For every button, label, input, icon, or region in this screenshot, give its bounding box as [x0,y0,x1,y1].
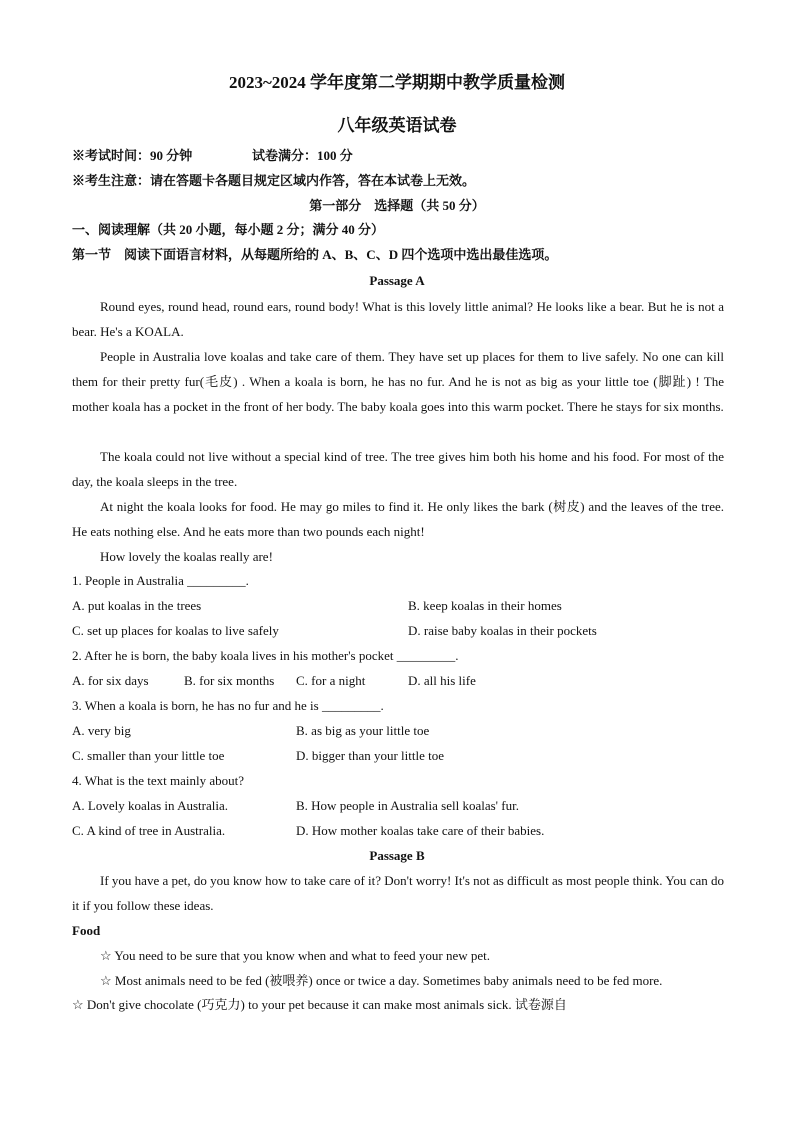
passage-a-paragraph: How lovely the koalas really are! [100,549,273,564]
question-stem: 1. People in Australia _________. [72,573,249,588]
passage-b-intro: If you have a pet, do you know how to take care of it? Don't worry! It's not as difficult as most people think. You can do it if you follow these ideas. [72,873,724,913]
question-option: B. keep koalas in their homes [408,598,562,613]
question-option: D. How mother koalas take care of their babies. [296,823,545,838]
passage-b-title: Passage B [369,848,425,863]
question-option: C. smaller than your little toe [72,748,225,763]
passage-a-paragraph: The koala could not live without a special kind of tree. The tree gives him both his home and his food. For most of the day, the koala sleeps in the tree. [72,449,724,489]
tip-item: ☆ You need to be sure that you know when and what to feed your new pet. [100,948,491,963]
question-option: B. How people in Australia sell koalas' fur. [296,798,519,813]
section-heading: 一、阅读理解（共 20 小题，每小题 2 分；满分 40 分） [72,222,385,237]
question-stem: 2. After he is born, the baby koala lives in his mother's pocket _________. [72,648,459,663]
section-instruction: 第一节 阅读下面语言材料，从每题所给的 A、B、C、D 四个选项中选出最佳选项。 [72,247,558,262]
question-option: C. A kind of tree in Australia. [72,823,226,838]
question-option: A. Lovely koalas in Australia. [72,798,228,813]
question-option: C. set up places for koalas to live safely [72,623,279,638]
exam-title: 2023~2024 学年度第二学期期中教学质量检测 [228,73,566,92]
question-option: D. raise baby koalas in their pockets [408,623,597,638]
question-stem: 4. What is the text mainly about? [72,773,244,788]
question-option: A. very big [72,723,131,738]
question-option: D. all his life [408,673,476,688]
food-heading: Food [72,923,101,938]
question-option: A. for six days [72,673,149,688]
exam-time: ※考试时间：90 分钟 [72,148,193,163]
exam-notice: ※考生注意：请在答题卡各题目规定区域内作答，答在本试卷上无效。 [72,173,476,188]
question-option: B. for six months [184,673,275,688]
exam-score: 试卷满分：100 分 [252,148,353,163]
question-option: B. as big as your little toe [296,723,430,738]
exam-subtitle: 八年级英语试卷 [337,116,457,135]
part-one-heading: 第一部分 选择题（共 50 分） [309,198,485,213]
question-option: C. for a night [296,673,366,688]
question-stem: 3. When a koala is born, he has no fur and he is _________. [72,698,384,713]
question-option: D. bigger than your little toe [296,748,445,763]
passage-a-title: Passage A [369,273,425,288]
question-option: A. put koalas in the trees [72,598,202,613]
tip-item: ☆ Most animals need to be fed (被喂养) once or twice a day. Sometimes baby animals need to be fed more. [100,973,663,988]
passage-a-paragraph: People in Australia love koalas and take care of them. They have set up places for them to live safely. No one can kill them for their pretty fur(毛皮) . When a koala is born, he has no fur. And he is not as big as your little toe (脚趾) ! The mother koala has a pocket in the front of her body. The baby koala goes into this warm pocket. There he stays for six months. [72,349,724,414]
passage-a-paragraph: Round eyes, round head, round ears, round body! What is this lovely little animal? He looks like a bear. But he is not a bear. He's a KOALA. [72,299,724,339]
passage-a-paragraph: At night the koala looks for food. He may go miles to find it. He only likes the bark (树皮) and the leaves of the tree. He eats nothing else. And he eats more than two pounds each night! [72,499,724,539]
tip-item: ☆ Don't give chocolate (巧克力) to your pet because it can make most animals sick. 试卷源自 [72,997,567,1012]
